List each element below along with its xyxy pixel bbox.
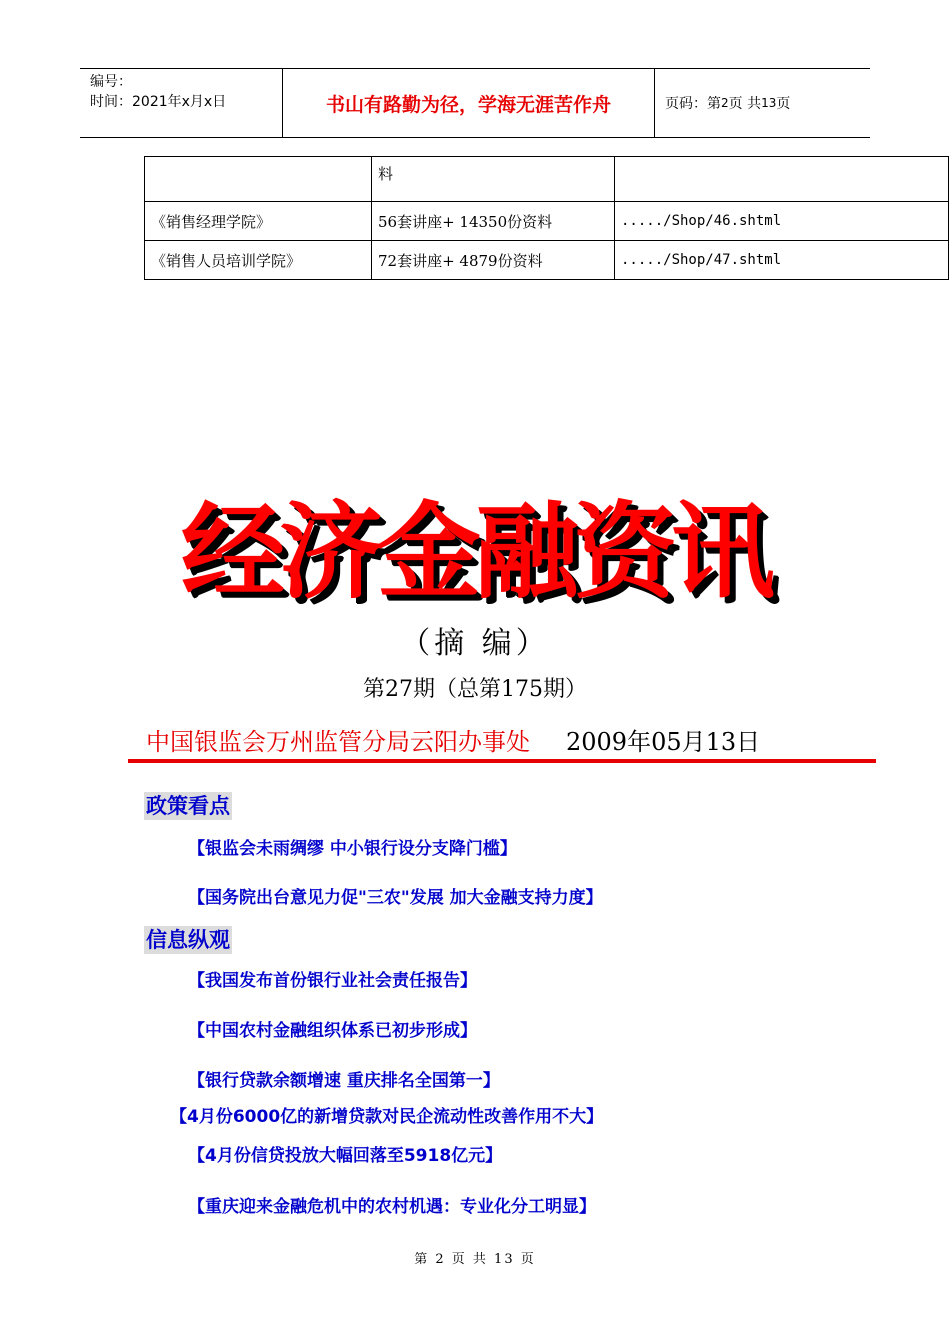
time-label: 时间：2021年x月x日 xyxy=(90,94,227,110)
headline-link[interactable]: 【中国农村金融组织体系已初步形成】 xyxy=(188,1021,477,1041)
resource-name: 《销售经理学院》 xyxy=(145,202,372,241)
headline-link[interactable]: 【4月份6000亿的新增贷款对民企流动性改善作用不大】 xyxy=(170,1107,604,1127)
page-number: 2 xyxy=(721,96,729,110)
resource-table xyxy=(144,156,949,280)
headline-link[interactable]: 【我国发布首份银行业社会责任报告】 xyxy=(188,971,477,991)
header-motto: 书山有路勤为径，学海无涯苦作舟 xyxy=(283,69,655,137)
table-row xyxy=(145,202,949,241)
resource-desc: 56套讲座+ 14350份资料 xyxy=(372,202,615,241)
page-footer: 第 2 页 共 13 页 xyxy=(414,1252,536,1267)
org-date-line xyxy=(146,722,760,757)
newsletter-title: 经济金融资讯 xyxy=(180,491,769,613)
resource-name xyxy=(145,157,372,202)
section-info: 信息纵观 xyxy=(146,928,230,952)
headline-link[interactable]: 【国务院出台意见力促"三农"发展 加大金融支持力度】 xyxy=(188,888,603,908)
table-row xyxy=(145,157,949,202)
header-meta xyxy=(80,69,283,137)
number-label: 编号： xyxy=(90,74,132,90)
resource-desc: 料 xyxy=(372,157,615,202)
page-suffix: 页 xyxy=(776,96,791,112)
page-header xyxy=(80,68,870,138)
organization: 中国银监会万州监管分局云阳办事处 xyxy=(146,728,530,756)
newsletter-subtitle: （摘 编） xyxy=(400,626,550,661)
red-divider xyxy=(128,759,876,763)
page-prefix: 页码：第 xyxy=(665,96,721,112)
resource-desc: 72套讲座+ 4879份资料 xyxy=(372,241,615,280)
publish-date: 2009年05月13日 xyxy=(566,728,761,756)
resource-link[interactable]: ...../Shop/46.shtml xyxy=(615,202,949,241)
page-total: 13 xyxy=(761,96,777,110)
resource-link[interactable] xyxy=(615,157,949,202)
resource-link[interactable]: ...../Shop/47.shtml xyxy=(615,241,949,280)
table-row xyxy=(145,241,949,280)
headline-link[interactable]: 【银行贷款余额增速 重庆排名全国第一】 xyxy=(188,1071,500,1091)
section-policy: 政策看点 xyxy=(146,794,230,818)
headline-link[interactable]: 【重庆迎来金融危机中的农村机遇：专业化分工明显】 xyxy=(188,1197,596,1217)
issue-number: 第27期（总第175期） xyxy=(363,677,587,702)
page-mid: 页 共 xyxy=(728,96,762,112)
headline-link[interactable]: 【4月份信贷投放大幅回落至5918亿元】 xyxy=(188,1146,503,1166)
resource-name: 《销售人员培训学院》 xyxy=(145,241,372,280)
header-page-info xyxy=(655,69,870,137)
headline-link[interactable]: 【银监会未雨绸缪 中小银行设分支降门槛】 xyxy=(188,839,517,859)
